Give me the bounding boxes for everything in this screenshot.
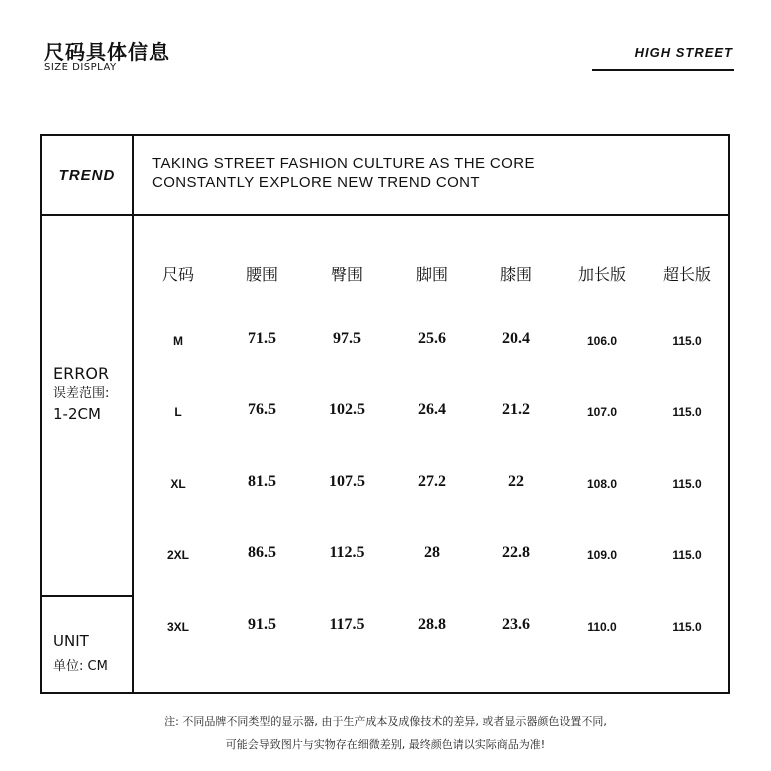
column-header-hip: 臀围 — [330, 265, 364, 284]
size-chart-frame — [40, 134, 730, 694]
unit-divider — [42, 595, 134, 597]
column-header-waist: 腰围 — [245, 265, 279, 284]
cell-size: XL — [170, 477, 186, 491]
cell-hip: 117.5 — [329, 616, 365, 633]
slogan-line-2: CONSTANTLY EXPLORE NEW TREND CONT — [152, 174, 480, 191]
cell-extra-long-version: 115.0 — [672, 548, 702, 562]
column-header-hem: 脚围 — [415, 265, 449, 284]
cell-knee: 20.4 — [502, 330, 530, 347]
unit-block — [53, 628, 108, 680]
error-range: 1-2CM — [53, 405, 101, 423]
cell-waist: 91.5 — [248, 616, 276, 633]
column-header-extra-long-version: 超长版 — [662, 265, 712, 284]
cell-hem: 28.8 — [418, 616, 446, 633]
footer-note-line-2: 可能会导致图片与实物存在细微差别, 最终颜色请以实际商品为准! — [225, 738, 546, 751]
error-description: 误差范围: — [53, 386, 110, 401]
cell-size: 2XL — [166, 548, 190, 562]
cell-long-version: 110.0 — [587, 620, 617, 634]
cell-extra-long-version: 115.0 — [672, 477, 702, 491]
cell-waist: 71.5 — [248, 330, 276, 347]
cell-hip: 97.5 — [333, 330, 361, 347]
cell-hip: 112.5 — [329, 544, 365, 561]
cell-hem: 28 — [424, 544, 440, 561]
cell-hip: 107.5 — [329, 473, 365, 490]
error-title: ERROR — [53, 364, 110, 383]
brand-label: HIGH STREET — [634, 45, 733, 60]
cell-hem: 27.2 — [418, 473, 446, 490]
column-header-size: 尺码 — [161, 265, 195, 284]
cell-size: L — [174, 405, 182, 419]
cell-long-version: 108.0 — [586, 477, 618, 491]
cell-hem: 25.6 — [418, 330, 446, 347]
cell-knee: 22.8 — [502, 544, 530, 561]
trend-label: TREND — [58, 166, 116, 184]
cell-waist: 81.5 — [248, 473, 276, 490]
unit-description: 单位: CM — [53, 659, 108, 674]
cell-long-version: 109.0 — [586, 548, 618, 562]
page-title: 尺码具体信息 — [44, 40, 170, 64]
cell-waist: 86.5 — [248, 544, 276, 561]
cell-size: 3XL — [166, 620, 190, 634]
cell-extra-long-version: 115.0 — [672, 334, 702, 348]
cell-waist: 76.5 — [248, 401, 276, 418]
footer-note-line-1: 注: 不同品牌不同类型的显示器, 由于生产成本及成像技术的差异, 或者显示器颜色设置不同, — [164, 715, 607, 728]
column-divider — [132, 136, 134, 692]
page-subtitle: SIZE DISPLAY — [44, 62, 117, 73]
brand-underline — [592, 69, 734, 71]
cell-hip: 102.5 — [329, 401, 365, 418]
cell-long-version: 107.0 — [586, 405, 618, 419]
column-header-long-version: 加长版 — [577, 265, 627, 284]
cell-extra-long-version: 115.0 — [672, 405, 702, 419]
cell-hem: 26.4 — [418, 401, 446, 418]
cell-size: M — [173, 334, 183, 348]
cell-knee: 21.2 — [502, 401, 530, 418]
cell-extra-long-version: 115.0 — [672, 620, 702, 634]
column-header-knee: 膝围 — [499, 265, 533, 284]
unit-title: UNIT — [53, 632, 89, 650]
banner-divider — [42, 214, 728, 216]
banner-slogan — [152, 154, 535, 192]
cell-knee: 22 — [508, 473, 524, 490]
cell-long-version: 106.0 — [586, 334, 618, 348]
error-block — [53, 364, 109, 424]
cell-knee: 23.6 — [502, 616, 530, 633]
slogan-line-1: TAKING STREET FASHION CULTURE AS THE CORE — [152, 155, 535, 172]
